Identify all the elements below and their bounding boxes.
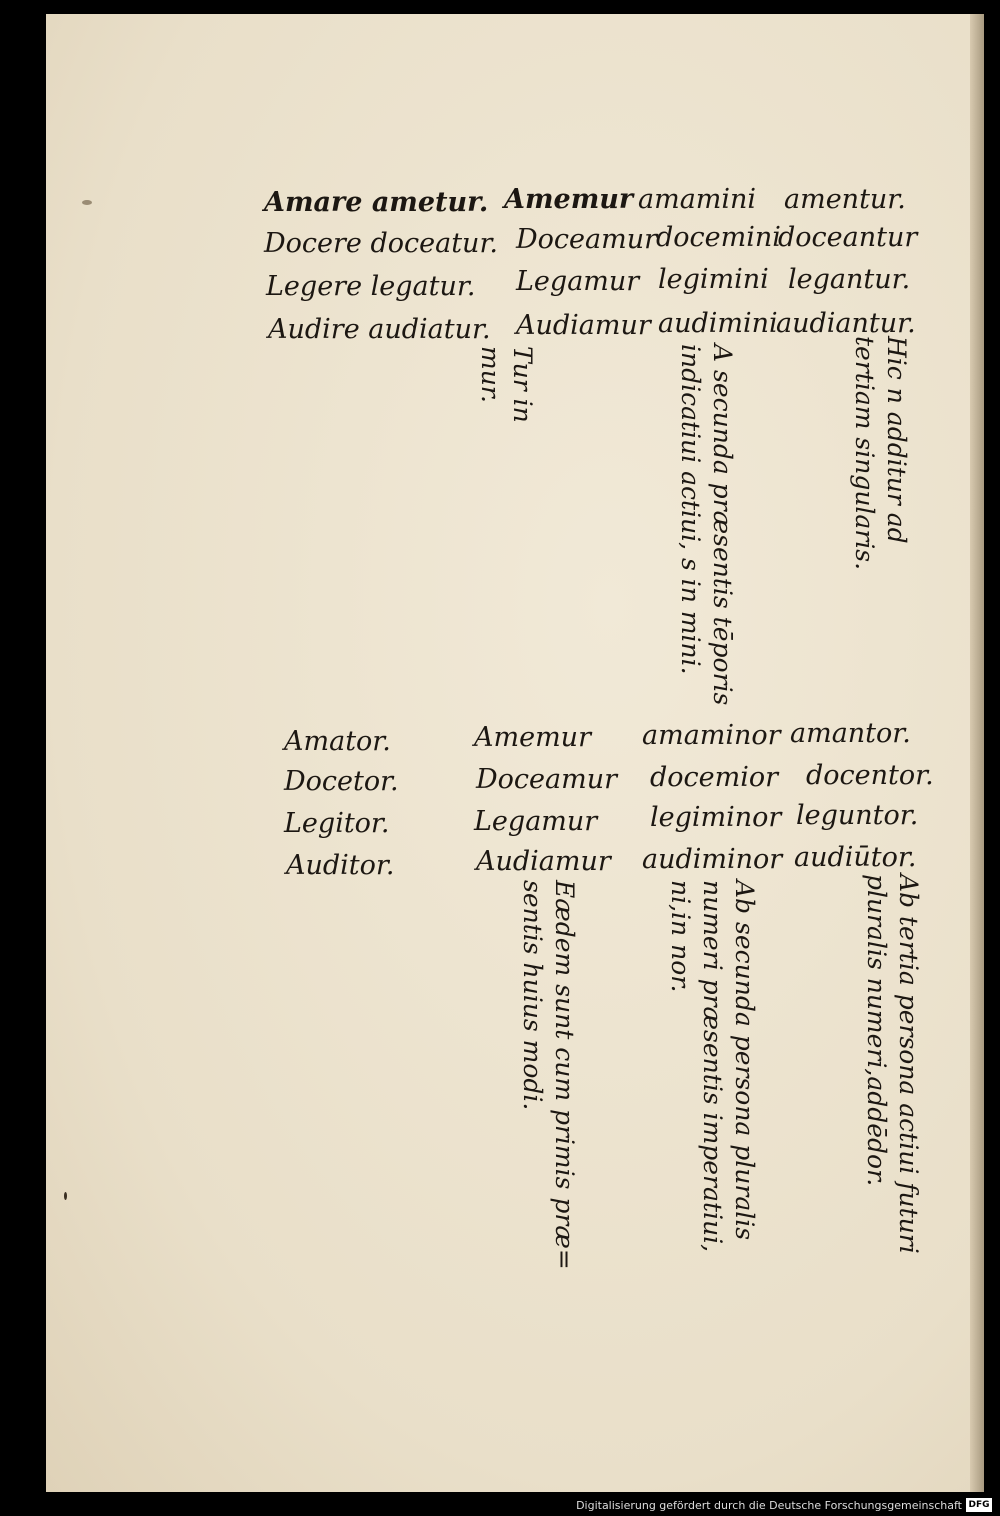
bottom-note-tertia-line-1: Ab tertia persona actiui futuri (894, 874, 923, 1254)
top-note-tur (474, 346, 538, 423)
bottom-note-secunda (664, 880, 760, 1252)
bottom-note-eaedem-line-1: Eædem sunt cum primis præ= (550, 880, 579, 1270)
top-row-3-infinitive: Legere legatur. (266, 271, 476, 302)
top-row-4-p2: audimini (658, 308, 778, 339)
bottom-note-secunda-line-3: ni,in nor. (666, 880, 695, 993)
bottom-row-3-sg: Legitor. (284, 808, 390, 839)
bottom-note-secunda-line-2: numeri præsentis imperatiui, (698, 880, 727, 1253)
top-row-3-p1: Legamur (516, 266, 640, 297)
top-note-secunda-line-1: A secunda præsentis tēporis (708, 344, 737, 706)
bottom-note-tertia-line-2: pluralis numeri,addēdor. (862, 874, 891, 1187)
top-row-2-infinitive: Docere doceatur. (264, 228, 498, 259)
top-note-secunda-line-2: indicatiui actiui, s in mini. (676, 344, 705, 675)
top-row-1-p3: amentur. (784, 184, 906, 215)
bottom-note-tertia (860, 874, 924, 1254)
top-row-4-infinitive: Audire audiatur. (268, 314, 491, 345)
bottom-note-secunda-line-1: Ab secunda persona pluralis (730, 880, 759, 1241)
top-row-1-infinitive: Amare ametur. (264, 187, 489, 218)
top-note-tur-line-2: mur. (476, 346, 505, 403)
top-row-1-p1: Amemur (504, 184, 634, 215)
bottom-row-3-p1: Legamur (474, 806, 598, 837)
ink-speck (82, 200, 92, 205)
top-row-2-p3: doceantur (778, 222, 918, 253)
bottom-row-2-p1: Doceamur (476, 764, 617, 795)
top-row-2-p2: docemini (656, 222, 781, 253)
page-edge (970, 14, 984, 1492)
bottom-row-4-sg: Auditor. (286, 850, 395, 881)
bottom-row-4-p1: Audiamur (476, 846, 611, 877)
bottom-row-3-p2: legiminor (650, 802, 782, 833)
bottom-row-2-sg: Docetor. (284, 766, 399, 797)
top-note-hic-line-2: tertiam singularis. (850, 336, 879, 571)
book-page (46, 14, 984, 1492)
top-note-hic (848, 336, 912, 570)
top-row-4-p3: audiantur. (776, 308, 916, 339)
top-row-3-p3: legantur. (788, 264, 911, 295)
top-row-3-p2: legimini (658, 264, 769, 295)
top-note-hic-line-1: Hic n additur ad (882, 336, 911, 544)
bottom-row-1-p2: amaminor (642, 720, 781, 751)
ink-speck (64, 1192, 67, 1200)
top-note-tur-line-1: Tur in (508, 346, 537, 423)
bottom-row-2-p3: docentor. (806, 760, 934, 791)
bottom-row-1-p3: amantor. (790, 718, 911, 749)
top-row-4-p1: Audiamur (516, 310, 651, 341)
bottom-row-4-p2: audiminor (642, 844, 783, 875)
bottom-row-3-p3: leguntor. (796, 800, 919, 831)
bottom-note-eaedem-line-2: sentis huius modi. (518, 880, 547, 1111)
bottom-row-2-p2: docemior (650, 762, 779, 793)
top-row-2-p1: Doceamur (516, 224, 657, 255)
footer-credit: Digitalisierung gefördert durch die Deutsche Forschungsgemeinschaft (576, 1499, 962, 1512)
bottom-row-1-p1: Amemur (474, 722, 591, 753)
top-note-secunda (674, 344, 738, 705)
bottom-note-eaedem (516, 880, 580, 1270)
dfg-logo-icon: DFG (966, 1498, 992, 1512)
bottom-row-1-sg: Amator. (284, 726, 391, 757)
top-row-1-p2: amamini (638, 184, 757, 215)
bottom-row-4-p3: audiūtor. (794, 842, 917, 873)
